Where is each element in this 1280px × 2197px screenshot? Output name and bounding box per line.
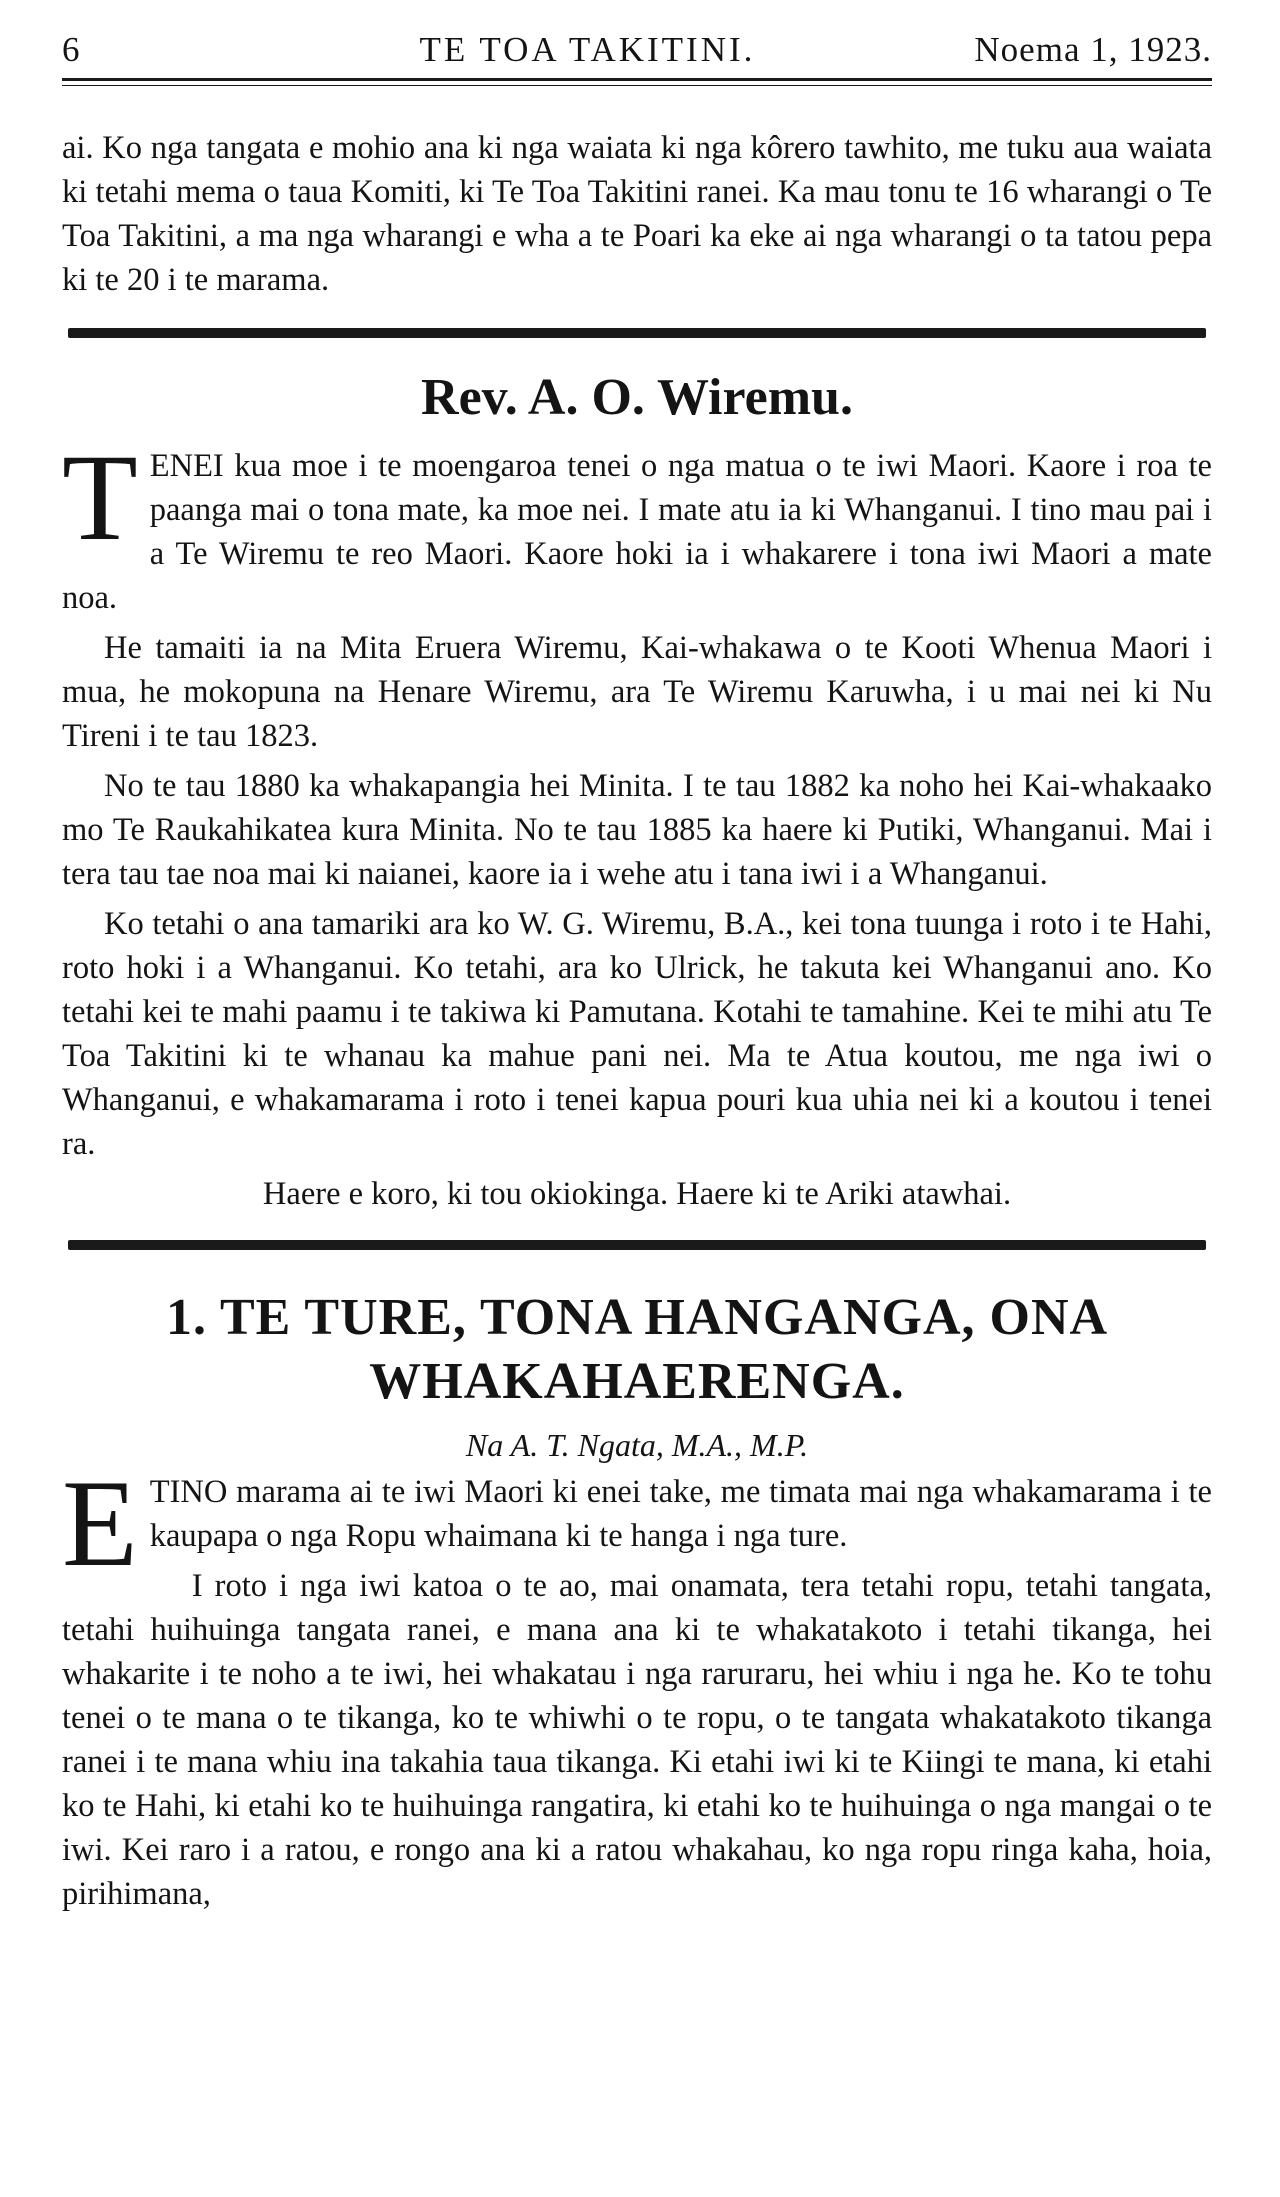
- running-head: [62, 28, 1212, 72]
- journal-title: TE TOA TAKITINI.: [419, 30, 756, 69]
- article-byline: Na A. T. Ngata, M.A., M.P.: [465, 1427, 809, 1463]
- article-dropcap: E: [62, 1455, 138, 1592]
- issue-date: Noema 1, 1923.: [974, 30, 1212, 69]
- obituary-paragraph-3: No te tau 1880 ka whakapangia hei Minita. I te tau 1882 ka noho hei Kai-whakaako mo Te Raukahikatea kura Minita. No te tau 1885 ka haere ki Putiki, Whanganui. Mai i tera tau tae noa mai ki naianei, kaore ia i wehe atu i tana iwi i a Whanganui.: [62, 768, 1212, 892]
- newspaper-page: [62, 28, 1212, 1916]
- section-divider: [68, 328, 1206, 338]
- section-divider: [68, 1240, 1206, 1250]
- obituary-dropcap: T: [62, 429, 138, 566]
- article-paragraph-2: I roto i nga iwi katoa o te ao, mai onamata, tera tetahi ropu, tetahi tangata, tetahi huihuinga tangata ranei, e mana ana ki te whakatakoto i tetahi tikanga, hei whakarite i te noho a te iwi, hei whakatau i nga raruraru, hei whiu i nga he. Ko te tohu tenei o te mana o te tikanga, ko te whiwhi o te ropu, o te tangata whakatakoto tikanga ranei i te mana whiu ina takahia taua tikanga. Ki etahi iwi ki te Kiingi te mana, ki etahi ko te Hahi, ki etahi ko te huihuinga rangatira, ki etahi ko te huihuinga o nga mangai o te iwi. Kei raro i a ratou, e rongo ana ki a ratou whakahau, ko nga ropu ringa kaha, hoia, pirihimana,: [62, 1568, 1212, 1912]
- obituary-paragraph-4: Ko tetahi o ana tamariki ara ko W. G. Wiremu, B.A., kei tona tuunga i roto i te Hahi, roto hoki i a Whanganui. Ko tetahi, ara ko Ulrick, he takuta kei Whanganui ano. Ko tetahi kei te mahi paamu i te takiwa ki Pamutana. Kotahi te tamahine. Kei te mihi atu Te Toa Takitini ki te whanau ka mahue pani nei. Ma te Atua koutou, me nga iwi o Whanganui, e whakamarama i roto i tenei kapua pouri kua uhia nei ki a koutou i tenei ra.: [62, 906, 1212, 1162]
- article-paragraph-1: ETINO marama ai te iwi Maori ki enei take, me timata mai nga whakamarama i te kaupapa o nga Ropu whaimana ki te hanga i nga ture.: [62, 1455, 1212, 1592]
- obituary-closing: Haere e koro, ki tou okiokinga. Haere ki te Ariki atawhai.: [262, 1176, 1012, 1212]
- obituary-title: Rev. A. O. Wiremu.: [421, 369, 853, 426]
- obituary-paragraph-2: He tamaiti ia na Mita Eruera Wiremu, Kai-whakawa o te Kooti Whenua Maori i mua, he mokopuna na Henare Wiremu, ara Te Wiremu Karuwha, i u mai nei ki Nu Tireni i te tau 1823.: [62, 630, 1212, 754]
- obituary-paragraph-1: TENEI kua moe i te moengaroa tenei o nga matua o te iwi Maori. Kaore i roa te paanga mai o tona mate, ka moe nei. I mate atu ia ki Whanganui. I tino mau pai i a Te Wiremu te reo Maori. Kaore hoki ia i whakarere i tona iwi Maori a mate noa.: [62, 429, 1212, 616]
- article-title: 1. TE TURE, TONA HANGANGA, ONA WHAKAHAERENGA.: [165, 1289, 1109, 1410]
- header-rule: [62, 78, 1212, 86]
- intro-paragraph: ai. Ko nga tangata e mohio ana ki nga waiata ki nga kôrero tawhito, me tuku aua waiata ki tetahi mema o taua Komiti, ki Te Toa Takitini ranei. Ka mau tonu te 16 wharangi o Te Toa Takitini, a ma nga wharangi e wha a te Poari ka eke ai nga wharangi o ta tatou pepa ki te 20 i te marama.: [62, 130, 1212, 298]
- page-number: 6: [62, 30, 81, 69]
